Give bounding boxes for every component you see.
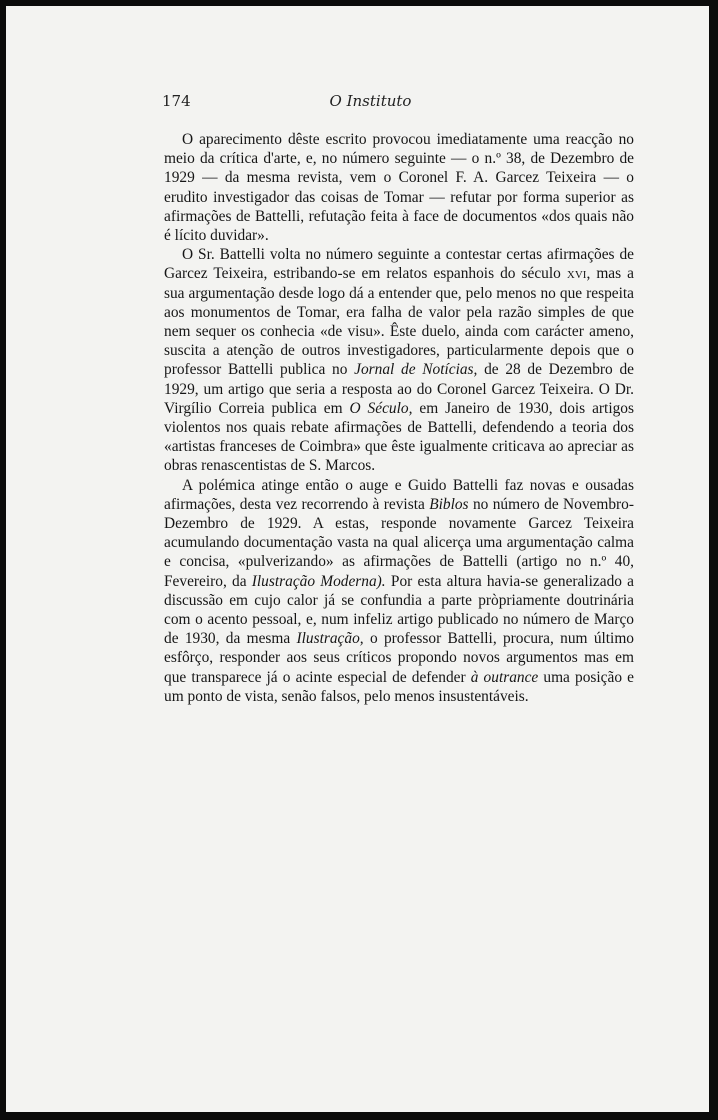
text-segment: A polémica atinge então o auge e Guido Battelli faz novas e ousadas afirmações, desta vez recorrendo à revista <box>164 476 634 513</box>
text-segment: em Janeiro de 1930, dois artigos violentos nos quais rebate afirmações de Battelli, defendendo a teoria dos «artistas franceses de Coimbra» que êste igualmente criticava ao apreciar as obras renascentistas de S. Marcos. <box>164 399 634 475</box>
publication-title: O Século, <box>349 399 413 417</box>
century-numeral: xvi <box>566 265 587 283</box>
publication-title: Ilustração Moderna). <box>251 572 386 590</box>
text-segment: O aparecimento dêste escrito provocou imediatamente uma reacção no meio da crítica d'arte, e, no número seguinte — o n.º 38, de Dezembro de 1929 — da mesma revista, vem o Coronel F. A. Garcez Teixeira — o erudito investigador das coisas de Tomar — refutar por forma superior as afirmações de Battelli, refutação feita à face de documentos «dos quais não é lícito duvidar». <box>164 131 634 245</box>
text-segment: uma posição e um ponto de vista, senão falsos, pelo menos insustentáveis. <box>164 668 634 705</box>
foreign-phrase: à outrance <box>470 668 539 686</box>
text-segment: Por esta altura havia-se generalizado a discussão em cujo calor já se confundia a parte pròpriamente doutrinária com o acento pessoal, e, num infeliz artigo publicado no número de Março de 1930, da mesma <box>164 572 635 648</box>
body-text <box>164 130 634 706</box>
text-segment: o professor Battelli, procura, num último esfôrço, responder aos seus críticos propondo novos argumentos mas em que transparece já o acinte especial de defender <box>164 630 635 686</box>
text-segment: de 28 de Dezembro de 1929, um artigo que seria a resposta ao do Coronel Garcez Teixeira. O Dr. Virgílio Correia publica em <box>164 361 634 417</box>
text-segment: O Sr. Battelli volta no número seguinte a contestar certas afirmações de Garcez Teixeira, estribando-se em relatos espanhois do século <box>164 246 634 283</box>
paragraph-2 <box>164 245 634 475</box>
paragraph-3 <box>164 476 634 706</box>
publication-title: Ilustração, <box>296 630 364 648</box>
publication-title: Jornal de Notícias, <box>354 361 478 379</box>
scanned-page <box>6 6 709 1112</box>
text-segment: no número de Novembro-Dezembro de 1929. A estas, responde novamente Garcez Teixeira acumulando documentação vasta na qual alicerça uma argumentação calma e concisa, «pulverizando» as afirmações de Battelli (artigo no n.º 40, Fevereiro, da <box>164 495 634 590</box>
text-segment: , mas a sua argumentação desde logo dá a entender que, pelo menos no que respeita aos monumentos de Tomar, era falha de valor pela razão simples de que nem sequer os conhecia «de visu». Êste duelo, ainda com carácter ameno, suscita a atenção de outros investigadores, particularmente depois que o professor Battelli publica no <box>164 265 634 379</box>
publication-title: Biblos <box>429 495 469 513</box>
paragraph-1 <box>164 130 634 245</box>
page-number: 174 <box>162 92 191 110</box>
running-title: O Instituto <box>329 92 412 110</box>
